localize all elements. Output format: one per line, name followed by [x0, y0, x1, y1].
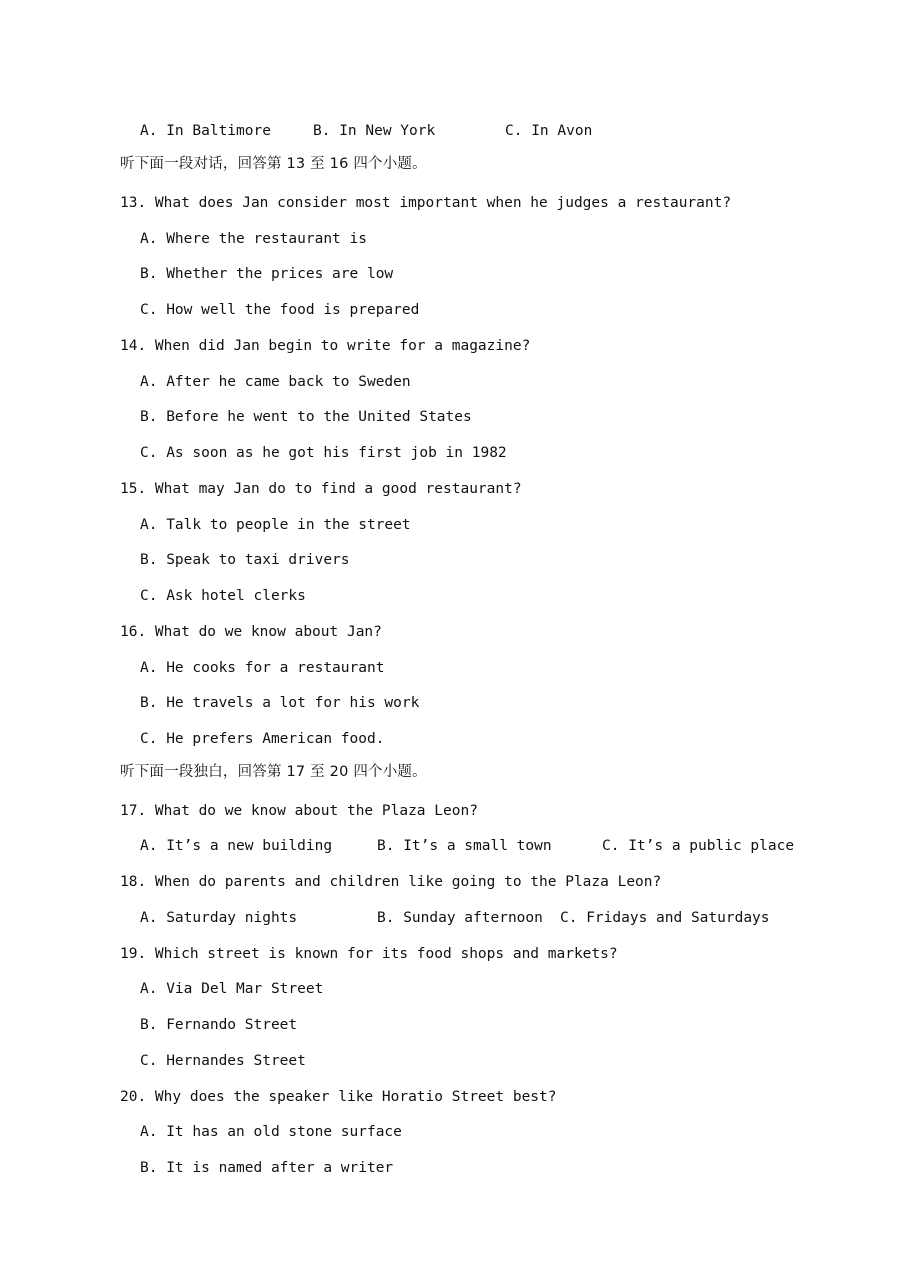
q18-option-b: B. Sunday afternoon — [377, 910, 543, 926]
section-heading-17-20: 听下面一段独白，回答第 17 至 20 四个小题。 — [120, 764, 427, 780]
q16-option-a: A. He cooks for a restaurant — [140, 660, 385, 676]
q15-question: 15. What may Jan do to find a good restaurant? — [120, 481, 522, 497]
q14-option-c: C. As soon as he got his first job in 1982 — [140, 445, 507, 461]
q16-option-b: B. He travels a lot for his work — [140, 695, 420, 711]
q15-option-b: B. Speak to taxi drivers — [140, 552, 350, 568]
q17-option-a: A. It’s a new building — [140, 838, 333, 854]
q17-option-c: C. It’s a public place — [602, 838, 795, 854]
q14-option-b: B. Before he went to the United States — [140, 409, 472, 425]
q17-option-b: B. It’s a small town — [377, 838, 552, 854]
q19-option-b: B. Fernando Street — [140, 1017, 298, 1033]
q20-option-a: A. It has an old stone surface — [140, 1124, 402, 1140]
section-heading-13-16: 听下面一段对话，回答第 13 至 16 四个小题。 — [120, 156, 427, 172]
q15-option-a: A. Talk to people in the street — [140, 517, 411, 533]
q16-question: 16. What do we know about Jan? — [120, 624, 382, 640]
q13-option-c: C. How well the food is prepared — [140, 302, 420, 318]
q13-question: 13. What does Jan consider most important when he judges a restaurant? — [120, 195, 732, 211]
q18-options-row — [0, 909, 910, 927]
q19-question: 19. Which street is known for its food shops and markets? — [120, 946, 618, 962]
q12-options-row — [0, 122, 910, 140]
q13-option-b: B. Whether the prices are low — [140, 266, 394, 282]
q18-question: 18. When do parents and children like going to the Plaza Leon? — [120, 874, 662, 890]
q13-option-a: A. Where the restaurant is — [140, 231, 367, 247]
q18-option-c: C. Fridays and Saturdays — [560, 910, 770, 926]
q15-option-c: C. Ask hotel clerks — [140, 588, 306, 604]
q17-question: 17. What do we know about the Plaza Leon? — [120, 803, 478, 819]
q12-option-b: B. In New York — [313, 123, 436, 139]
q20-option-b: B. It is named after a writer — [140, 1160, 394, 1176]
q12-option-a: A. In Baltimore — [140, 123, 271, 139]
q17-options-row — [0, 837, 910, 855]
q20-question: 20. Why does the speaker like Horatio Street best? — [120, 1089, 557, 1105]
q16-option-c: C. He prefers American food. — [140, 731, 385, 747]
q12-option-c: C. In Avon — [505, 123, 593, 139]
q18-option-a: A. Saturday nights — [140, 910, 298, 926]
q14-option-a: A. After he came back to Sweden — [140, 374, 411, 390]
q19-option-a: A. Via Del Mar Street — [140, 981, 324, 997]
q19-option-c: C. Hernandes Street — [140, 1053, 306, 1069]
q14-question: 14. When did Jan begin to write for a magazine? — [120, 338, 531, 354]
